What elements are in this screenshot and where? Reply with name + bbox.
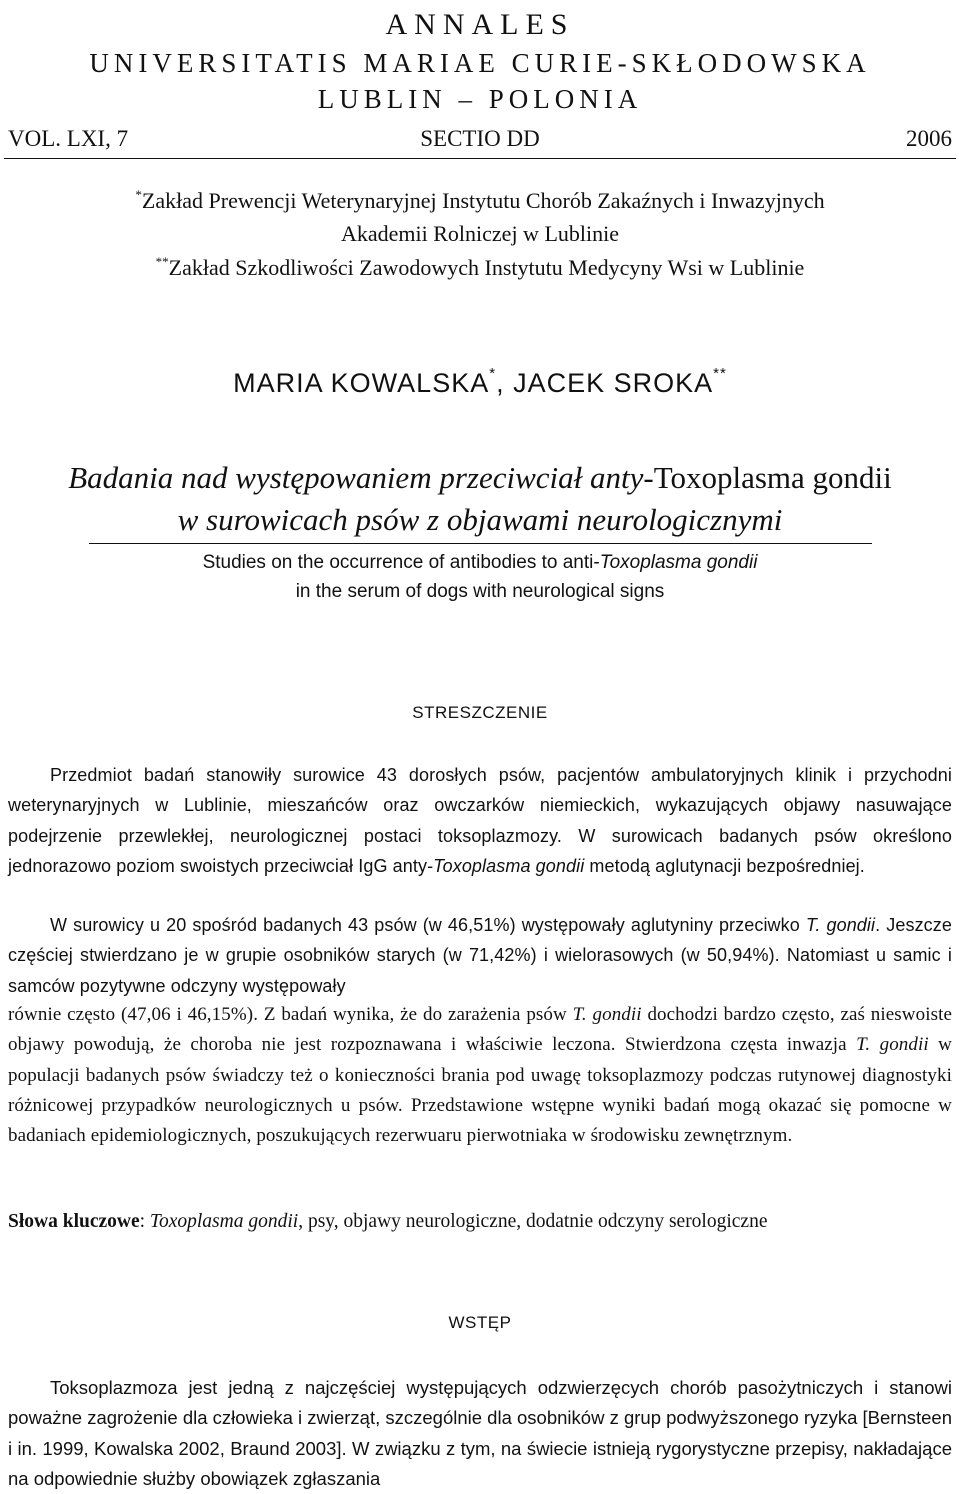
author-separator: ,: [496, 368, 514, 398]
keywords-species: Toxoplasma gondii: [149, 1211, 299, 1232]
paper-title-line-2: [0, 497, 960, 543]
paper-title-species: Toxoplasma gondii: [653, 460, 892, 495]
journal-title: ANNALES: [385, 8, 575, 41]
paper-title-line-1: [0, 455, 960, 501]
author-2: JACEK SROKA: [513, 368, 714, 398]
keywords-label: Słowa kluczowe: [8, 1211, 140, 1232]
english-title-prefix: Studies on the occurrence of antibodies to anti-: [202, 552, 600, 573]
abstract-p3-text-a: równie często (47,06 i 46,15%). Z badań wynika, że do zarażenia psów: [8, 1004, 573, 1025]
author-1: MARIA KOWALSKA: [233, 368, 490, 398]
journal-meta-row: [8, 126, 952, 160]
author-2-mark: **: [713, 365, 727, 382]
abstract-p2-text-b: . Jeszcze częściej stwierdzano je w grupie osobników starych (w 71,42%) i wielorasowych (w 50,94%). Natomiast u samic i samców pozytywne odczyny występowały: [8, 915, 952, 996]
english-title-line-2: in the serum of dogs with neurological signs: [295, 581, 665, 602]
abstract-p2-species: T. gondii: [805, 915, 876, 935]
keywords-colon: :: [139, 1211, 150, 1232]
abstract-paragraph-2: [8, 910, 952, 1001]
abstract-p1-text-b: metodą aglutynacji bezpośredniej.: [584, 855, 865, 876]
header-divider: [4, 158, 956, 159]
author-list: [0, 365, 960, 399]
abstract-paragraph-1: [8, 760, 952, 881]
abstract-p3-species-2: T. gondii: [856, 1034, 929, 1056]
affiliation-mark-2: **: [155, 254, 169, 269]
abstract-paragraph-3: [8, 1000, 952, 1151]
english-title-species: Toxoplasma gondii: [599, 552, 758, 573]
abstract-heading: STRESZCZENIE: [412, 703, 548, 722]
volume-number: VOL. LXI, 7: [8, 126, 129, 151]
abstract-p3-text-c: w populacji badanych psów świadczy też o konieczności brania pod uwagę toksoplazmozy podczas rutynowej diagnostyki różnicowej przypadków neurologicznych u psów. Przedstawione wstępne wyniki badań mogą okazać się pomocne w badaniach epidemiologicznych, poszukujących rezerwuaru pierwotniaka w środowisku zewnętrznym.: [8, 1034, 952, 1147]
journal-city: LUBLIN – POLONIA: [317, 84, 643, 114]
publication-year: 2006: [906, 126, 952, 151]
abstract-p1-species: Toxoplasma gondii: [433, 855, 585, 876]
english-title-line-1: [0, 548, 960, 578]
title-divider: [89, 543, 872, 544]
affiliation-1-continued: Akademii Rolniczej w Lublinie: [341, 221, 619, 246]
intro-heading: WSTĘP: [448, 1313, 512, 1332]
journal-section: SECTIO DD: [420, 126, 540, 151]
keywords-rest: , psy, objawy neurologiczne, dodatnie odczyny serologiczne: [298, 1211, 768, 1232]
journal-university: UNIVERSITATIS MARIAE CURIE-SKŁODOWSKA: [89, 48, 871, 78]
abstract-p3-species-1: T. gondii: [572, 1004, 642, 1025]
abstract-p1-text-a: Przedmiot badań stanowiły surowice 43 dorosłych psów, pacjentów ambulatoryjnych klinik i przychodni weterynaryjnych w Lublinie, mieszańców oraz owczarków niemieckich, wykazujących objawy nasuwające podejrzenie przewlekłej, neurologicznej postaci toksoplazmozy. W surowicach badanych psów określono jednorazowo poziom swoistych przeciwciał IgG anty-: [8, 765, 952, 876]
keywords-line: [8, 1211, 952, 1233]
author-1-mark: *: [489, 365, 497, 382]
paper-title-line-2-text: w surowicach psów z objawami neurologicznymi: [177, 502, 783, 537]
affiliation-2: [0, 251, 960, 285]
affiliation-1-text: Zakład Prewencji Weterynaryjnej Instytutu Chorób Zakaźnych i Inwazyjnych: [141, 188, 825, 213]
paper-title-italic: Badania nad występowaniem przeciwciał anty-: [68, 460, 654, 495]
abstract-p3-text-b: dochodzi bardzo często, zaś nieswoiste objawy powodują, że choroba nie jest rozpoznawana i właściwie leczona. Stwierdzona częsta inwazja: [8, 1004, 952, 1056]
abstract-p2-text-a: W surowicy u 20 spośród badanych 43 psów (w 46,51%) występowały aglutyniny przeciwko: [50, 915, 806, 935]
affiliation-2-text: Zakład Szkodliwości Zawodowych Instytutu Medycyny Wsi w Lublinie: [168, 255, 805, 280]
intro-paragraph: Toksoplazmoza jest jedną z najczęściej występujących odzwierzęcych chorób pasożytniczych i stanowi poważne zagrożenie dla człowieka i zwierząt, szczególnie dla osobników z grup podwyższonego ryzyka [Bernsteen i in. 1999, Kowalska 2002, Braund 2003]. W związku z tym, na świecie istnieją rygorystyczne przepisy, nakładające na odpowiednie służby obowiązek zgłaszania: [8, 1377, 952, 1489]
affiliation-mark-1: *: [135, 187, 142, 202]
affiliation-1: [0, 184, 960, 218]
